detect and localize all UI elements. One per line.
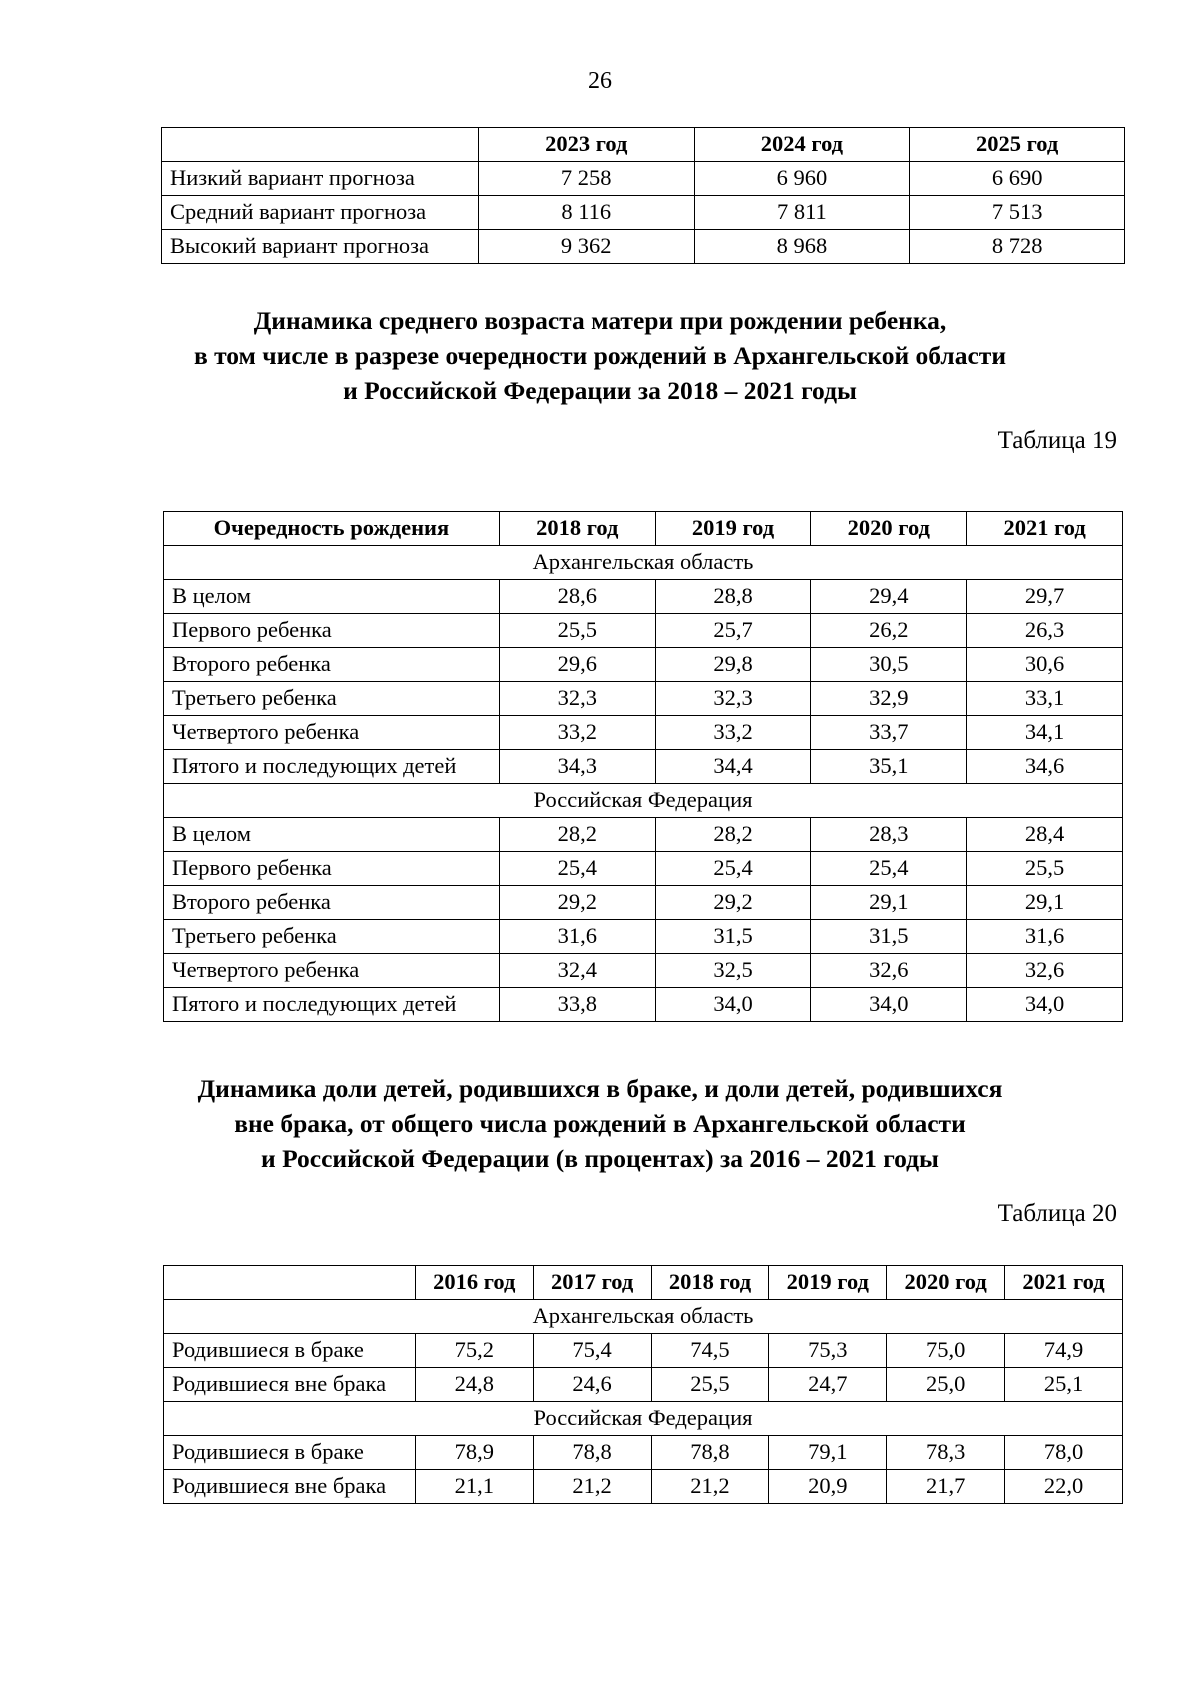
table-20-label: Таблица 20	[997, 1200, 1117, 1227]
row-label: Четвертого ребенка	[164, 716, 500, 750]
table-cell: 33,7	[811, 716, 967, 750]
table-cell: 30,5	[811, 648, 967, 682]
table-cell: 78,0	[1005, 1436, 1123, 1470]
table-cell: 75,3	[769, 1334, 887, 1368]
table-cell: 32,3	[499, 682, 655, 716]
column-header: 2017 год	[533, 1266, 651, 1300]
table-cell: 34,3	[499, 750, 655, 784]
table-row	[164, 1334, 1123, 1368]
table-cell: 34,4	[655, 750, 811, 784]
table-cell: 32,6	[967, 954, 1123, 988]
table-header-row	[164, 512, 1123, 546]
table-19	[163, 511, 1123, 1022]
title-line: в том числе в разрезе очередности рождений в Архангельской области	[193, 341, 1007, 370]
row-label: Средний вариант прогноза	[162, 196, 479, 230]
table-cell: 29,7	[967, 580, 1123, 614]
title-line: вне брака, от общего числа рождений в Архангельской области	[234, 1109, 966, 1138]
table-cell: 28,3	[811, 818, 967, 852]
row-label: Второго ребенка	[164, 886, 500, 920]
table-cell: 34,0	[811, 988, 967, 1022]
table-row	[164, 988, 1123, 1022]
table-row	[162, 196, 1125, 230]
column-header: 2021 год	[1005, 1266, 1123, 1300]
row-label: В целом	[164, 580, 500, 614]
column-header	[164, 1266, 416, 1300]
row-label: Родившиеся вне брака	[164, 1368, 416, 1402]
table-row	[164, 886, 1123, 920]
table-cell: 33,8	[499, 988, 655, 1022]
table-cell: 26,2	[811, 614, 967, 648]
table-row	[164, 580, 1123, 614]
table-cell: 25,5	[651, 1368, 769, 1402]
group-header: Архангельская область	[164, 546, 1123, 580]
table-cell: 26,3	[967, 614, 1123, 648]
table-row	[164, 716, 1123, 750]
column-header: 2019 год	[769, 1266, 887, 1300]
table-cell: 8 968	[694, 230, 910, 264]
column-header: 2024 год	[694, 128, 910, 162]
table-cell: 25,4	[655, 852, 811, 886]
column-header: Очередность рождения	[164, 512, 500, 546]
table-cell: 30,6	[967, 648, 1123, 682]
row-label: Родившиеся вне брака	[164, 1470, 416, 1504]
table-cell: 29,1	[967, 886, 1123, 920]
table-cell: 28,8	[655, 580, 811, 614]
table-cell: 32,4	[499, 954, 655, 988]
table-cell: 28,2	[499, 818, 655, 852]
column-header: 2016 год	[415, 1266, 533, 1300]
table-cell: 20,9	[769, 1470, 887, 1504]
table-cell: 24,8	[415, 1368, 533, 1402]
table-cell: 25,1	[1005, 1368, 1123, 1402]
row-label: В целом	[164, 818, 500, 852]
table-cell: 31,5	[655, 920, 811, 954]
page-number: 26	[588, 68, 612, 94]
table-row	[164, 1470, 1123, 1504]
table-cell: 32,6	[811, 954, 967, 988]
row-label: Третьего ребенка	[164, 920, 500, 954]
table-cell: 7 513	[910, 196, 1125, 230]
table-header-row	[164, 1266, 1123, 1300]
table-cell: 34,6	[967, 750, 1123, 784]
table-row	[164, 954, 1123, 988]
table-cell: 35,1	[811, 750, 967, 784]
table-19-label: Таблица 19	[997, 427, 1117, 454]
table-cell: 75,0	[887, 1334, 1005, 1368]
table-cell: 34,0	[967, 988, 1123, 1022]
table-row	[164, 1436, 1123, 1470]
table-row	[162, 162, 1125, 196]
table-cell: 25,4	[811, 852, 967, 886]
column-header: 2021 год	[967, 512, 1123, 546]
table-row	[162, 230, 1125, 264]
table-cell: 29,1	[811, 886, 967, 920]
row-label: Родившиеся в браке	[164, 1436, 416, 1470]
section-20-title	[0, 1071, 1200, 1176]
table-cell: 34,0	[655, 988, 811, 1022]
table-row	[164, 682, 1123, 716]
table-cell: 21,7	[887, 1470, 1005, 1504]
table-cell: 78,8	[533, 1436, 651, 1470]
table-cell: 32,5	[655, 954, 811, 988]
column-header: 2023 год	[478, 128, 694, 162]
table-cell: 7 258	[478, 162, 694, 196]
group-header-row	[164, 1402, 1123, 1436]
table-cell: 29,8	[655, 648, 811, 682]
table-cell: 33,1	[967, 682, 1123, 716]
row-label: Родившиеся в браке	[164, 1334, 416, 1368]
group-header-row	[164, 1300, 1123, 1334]
row-label: Второго ребенка	[164, 648, 500, 682]
table-cell: 31,5	[811, 920, 967, 954]
table-cell: 34,1	[967, 716, 1123, 750]
table-cell: 8 728	[910, 230, 1125, 264]
table-cell: 6 960	[694, 162, 910, 196]
table-cell: 75,4	[533, 1334, 651, 1368]
table-cell: 75,2	[415, 1334, 533, 1368]
table-cell: 21,1	[415, 1470, 533, 1504]
table-header-row	[162, 128, 1125, 162]
table-cell: 78,3	[887, 1436, 1005, 1470]
title-line: и Российской Федерации за 2018 – 2021 годы	[343, 376, 857, 405]
table-cell: 78,9	[415, 1436, 533, 1470]
table-cell: 29,2	[499, 886, 655, 920]
row-label: Третьего ребенка	[164, 682, 500, 716]
table-cell: 24,6	[533, 1368, 651, 1402]
column-header: 2020 год	[887, 1266, 1005, 1300]
table-cell: 25,5	[499, 614, 655, 648]
table-cell: 74,5	[651, 1334, 769, 1368]
table-cell: 29,6	[499, 648, 655, 682]
table-cell: 25,4	[499, 852, 655, 886]
group-header: Российская Федерация	[164, 784, 1123, 818]
row-label: Пятого и последующих детей	[164, 750, 500, 784]
table-cell: 74,9	[1005, 1334, 1123, 1368]
title-line: и Российской Федерации (в процентах) за 2016 – 2021 годы	[261, 1144, 939, 1173]
row-label: Пятого и последующих детей	[164, 988, 500, 1022]
table-cell: 6 690	[910, 162, 1125, 196]
column-header	[162, 128, 479, 162]
table-cell: 29,2	[655, 886, 811, 920]
table-cell: 31,6	[499, 920, 655, 954]
column-header: 2018 год	[499, 512, 655, 546]
table-cell: 28,6	[499, 580, 655, 614]
group-header-row	[164, 546, 1123, 580]
table-cell: 29,4	[811, 580, 967, 614]
forecast-table	[161, 127, 1125, 264]
table-row	[164, 614, 1123, 648]
table-cell: 24,7	[769, 1368, 887, 1402]
table-cell: 9 362	[478, 230, 694, 264]
group-header: Архангельская область	[164, 1300, 1123, 1334]
row-label: Высокий вариант прогноза	[162, 230, 479, 264]
table-cell: 32,3	[655, 682, 811, 716]
table-cell: 28,2	[655, 818, 811, 852]
table-cell: 32,9	[811, 682, 967, 716]
column-header: 2018 год	[651, 1266, 769, 1300]
table-cell: 25,7	[655, 614, 811, 648]
table-cell: 33,2	[655, 716, 811, 750]
column-header: 2020 год	[811, 512, 967, 546]
row-label: Первого ребенка	[164, 614, 500, 648]
row-label: Первого ребенка	[164, 852, 500, 886]
row-label: Низкий вариант прогноза	[162, 162, 479, 196]
table-cell: 25,5	[967, 852, 1123, 886]
table-cell: 25,0	[887, 1368, 1005, 1402]
table-cell: 79,1	[769, 1436, 887, 1470]
table-20	[163, 1265, 1123, 1504]
column-header: 2019 год	[655, 512, 811, 546]
table-cell: 31,6	[967, 920, 1123, 954]
table-row	[164, 750, 1123, 784]
table-cell: 7 811	[694, 196, 910, 230]
table-cell: 22,0	[1005, 1470, 1123, 1504]
table-cell: 21,2	[533, 1470, 651, 1504]
title-line: Динамика доли детей, родившихся в браке, и доли детей, родившихся	[197, 1074, 1003, 1103]
column-header: 2025 год	[910, 128, 1125, 162]
table-cell: 8 116	[478, 196, 694, 230]
table-row	[164, 818, 1123, 852]
group-header: Российская Федерация	[164, 1402, 1123, 1436]
table-row	[164, 1368, 1123, 1402]
group-header-row	[164, 784, 1123, 818]
section-19-title	[0, 303, 1200, 408]
table-row	[164, 852, 1123, 886]
row-label: Четвертого ребенка	[164, 954, 500, 988]
table-row	[164, 648, 1123, 682]
table-row	[164, 920, 1123, 954]
title-line: Динамика среднего возраста матери при рождении ребенка,	[253, 306, 947, 335]
table-cell: 21,2	[651, 1470, 769, 1504]
table-cell: 28,4	[967, 818, 1123, 852]
table-cell: 78,8	[651, 1436, 769, 1470]
table-cell: 33,2	[499, 716, 655, 750]
